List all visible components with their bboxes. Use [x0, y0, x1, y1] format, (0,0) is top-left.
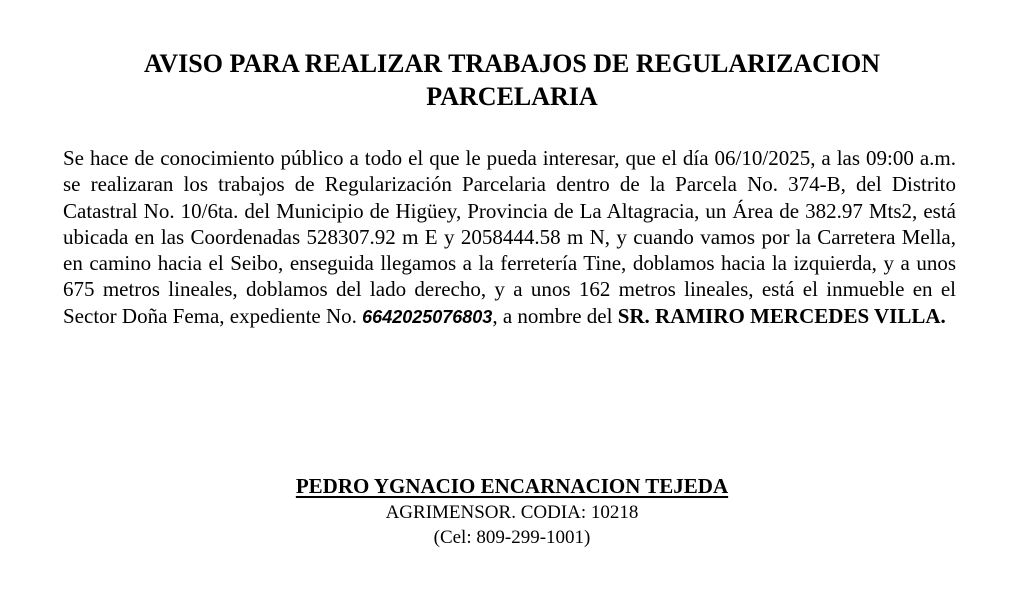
surveyor-phone: (Cel: 809-299-1001)	[433, 527, 591, 548]
notice-body	[63, 145, 956, 330]
notice-title	[60, 47, 964, 113]
surveyor-title: AGRIMENSOR. CODIA: 10218	[385, 502, 639, 523]
signature-block	[160, 472, 864, 550]
notice-title-line-2: PARCELARIA	[426, 82, 598, 111]
surveyor-name: PEDRO YGNACIO ENCARNACION TEJEDA	[295, 474, 729, 498]
notice-title-line-1: AVISO PARA REALIZAR TRABAJOS DE REGULARIZACION	[143, 49, 881, 78]
owner-name: SR. RAMIRO MERCEDES VILLA.	[617, 303, 946, 328]
notice-body-text-2: , a nombre del	[492, 303, 613, 328]
notice-body-text: Se hace de conocimiento público a todo el que le pueda interesar, que el día 06/10/2025, a las 09:00 a.m. se realizaran los trabajos de Regularización Parcelaria dentro de la Parcela No. 374-B, del Distrito Catastral No. 10/6ta. del Municipio de Higüey, Provincia de La Altagracia, un Área de 382.97 Mts2, está ubicada en las Coordenadas 528307.92 m E y 2058444.58 m N, y cuando vamos por la Carretera Mella, en camino hacia el Seibo, enseguida llegamos a la ferretería Tine, doblamos hacia la izquierda, y a unos 675 metros lineales, doblamos del lado derecho, y a unos 162 metros lineales, está el inmueble en el Sector Doña Fema, expediente No.	[63, 146, 956, 328]
expediente-number: 6642025076803	[362, 306, 493, 327]
